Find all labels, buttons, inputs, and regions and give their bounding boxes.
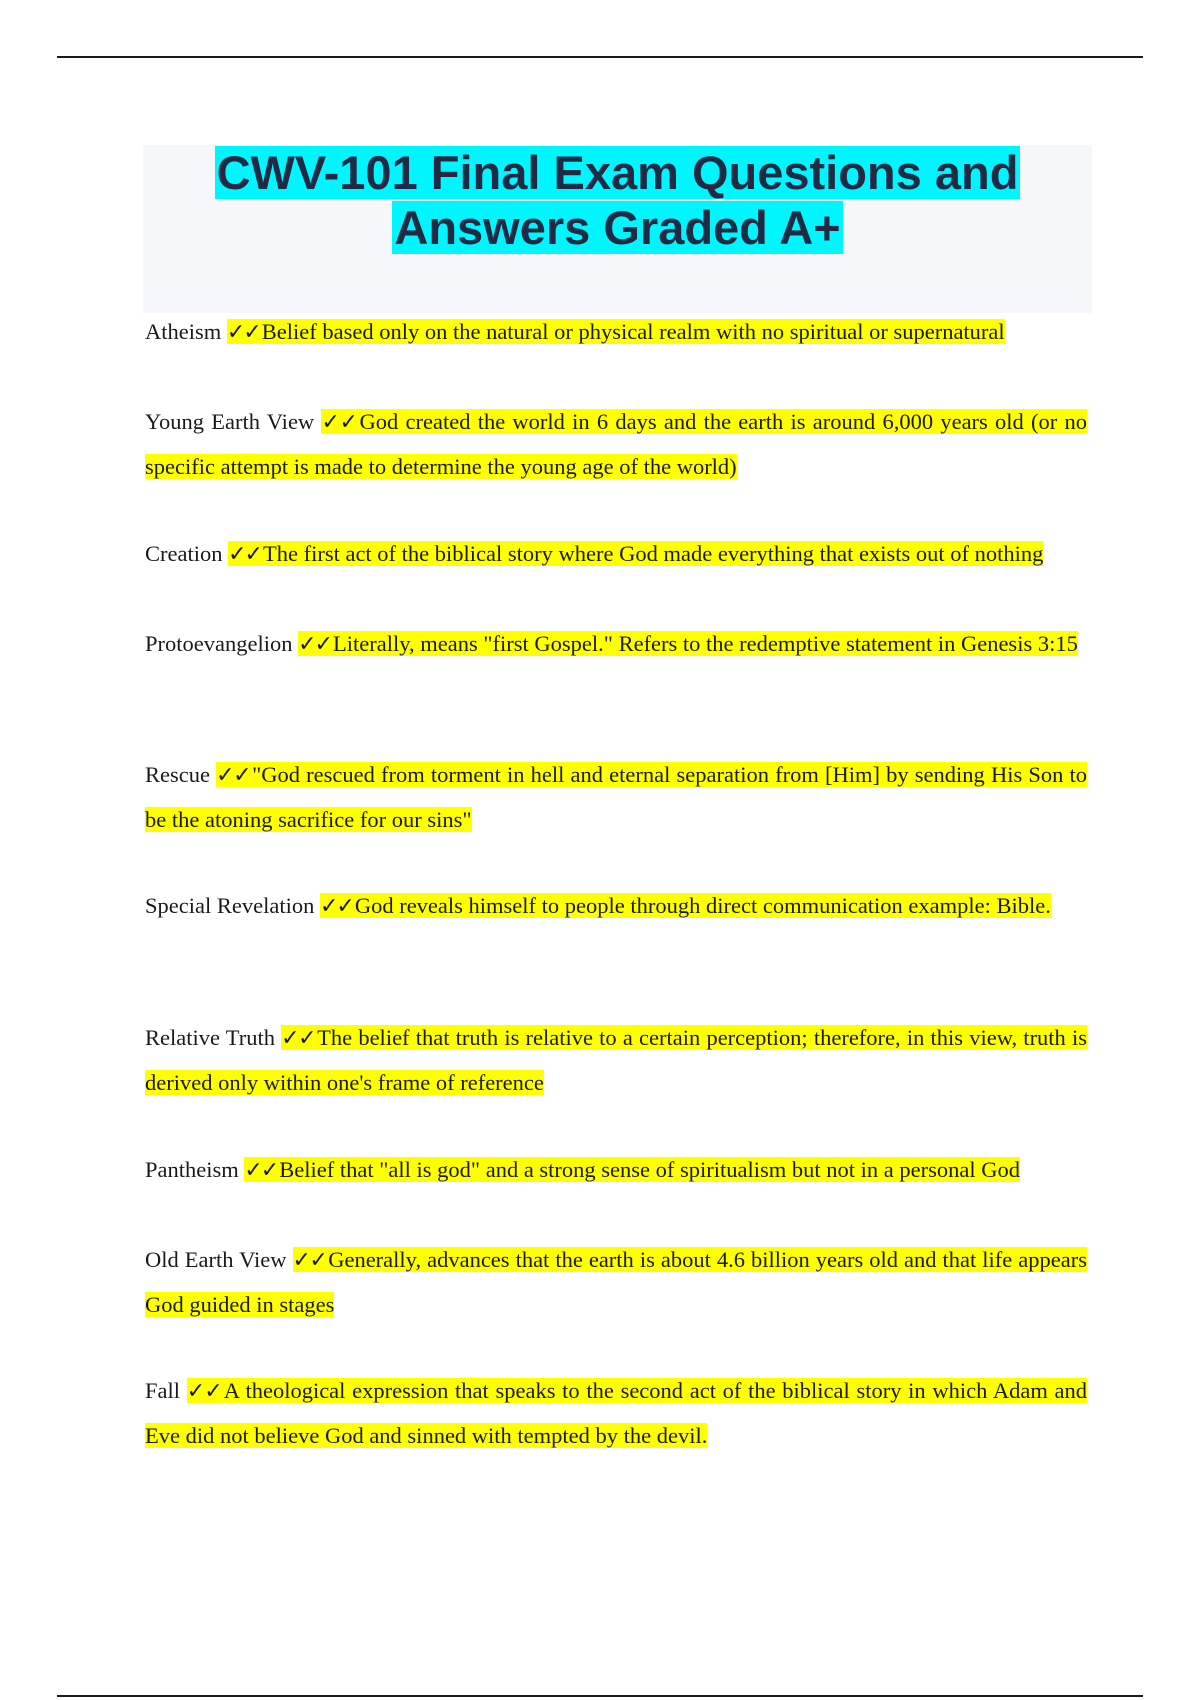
entry-term: Rescue: [145, 762, 210, 787]
entry-definition: Belief based only on the natural or physical realm with no spiritual or supernatural: [261, 319, 1005, 344]
entry-definition: Generally, advances that the earth is about 4.6 billion years old and that life appears God guided in stages: [145, 1247, 1088, 1317]
title-line-1: CWV-101 Final Exam Questions and: [216, 146, 1019, 199]
double-check-icon: ✓✓: [216, 763, 251, 788]
entry-term: Protoevangelion: [145, 631, 293, 656]
qa-entry-relative-truth: [145, 1016, 1087, 1105]
double-check-icon: ✓✓: [186, 1379, 222, 1404]
double-check-icon: ✓✓: [226, 320, 260, 345]
qa-entry-atheism: [145, 310, 1087, 355]
double-check-icon: ✓✓: [319, 894, 353, 919]
qa-entry-creation: [145, 532, 1087, 577]
entry-term: Young Earth View: [145, 409, 315, 434]
bottom-rule: [57, 1695, 1143, 1697]
double-check-icon: ✓✓: [298, 632, 331, 657]
entry-term: Creation: [145, 541, 223, 566]
entry-definition: The belief that truth is relative to a certain perception; therefore, in this view, truth is derived only within one's frame of reference: [145, 1025, 1088, 1095]
entry-term: Relative Truth: [145, 1025, 275, 1050]
double-check-icon: ✓✓: [228, 542, 261, 567]
top-rule: [57, 56, 1143, 58]
entry-definition: Belief that "all is god" and a strong sense of spiritualism but not in a personal God: [279, 1157, 1020, 1182]
qa-entry-special-revelation: [145, 884, 1087, 929]
entry-term: Special Revelation: [145, 893, 315, 918]
title-line-2: Answers Graded A+: [394, 201, 841, 254]
entry-term: Fall: [145, 1378, 181, 1403]
qa-entry-young-earth-view: [145, 400, 1087, 489]
title-block: [143, 145, 1092, 313]
double-check-icon: ✓✓: [281, 1026, 316, 1051]
double-check-icon: ✓✓: [321, 410, 358, 435]
double-check-icon: ✓✓: [244, 1158, 278, 1183]
qa-entry-rescue: [145, 753, 1087, 842]
entry-definition: Literally, means "first Gospel." Refers to the redemptive statement in Genesis 3:15: [332, 631, 1078, 656]
entry-definition: A theological expression that speaks to the second act of the biblical story in which Adam and Eve did not believe God and sinned with tempted by the devil.: [145, 1378, 1088, 1448]
qa-entry-pantheism: [145, 1148, 1087, 1193]
document-title: [215, 145, 1021, 255]
entry-definition: God created the world in 6 days and the earth is around 6,000 years old (or no specific attempt is made to determine the young age of the world): [145, 409, 1088, 479]
entry-definition: The first act of the biblical story where God made everything that exists out of nothing: [262, 541, 1044, 566]
entry-term: Pantheism: [145, 1157, 239, 1182]
double-check-icon: ✓✓: [292, 1248, 327, 1273]
qa-entry-protoevangelion: [145, 622, 1087, 667]
qa-entry-fall: [145, 1369, 1087, 1458]
entry-definition: God reveals himself to people through direct communication example: Bible.: [354, 893, 1051, 918]
entry-term: Atheism: [145, 319, 222, 344]
entry-definition: "God rescued from torment in hell and eternal separation from [Him] by sending His Son to be the atoning sacrifice for our sins": [145, 762, 1088, 832]
entry-term: Old Earth View: [145, 1247, 287, 1272]
qa-entry-old-earth-view: [145, 1238, 1087, 1327]
